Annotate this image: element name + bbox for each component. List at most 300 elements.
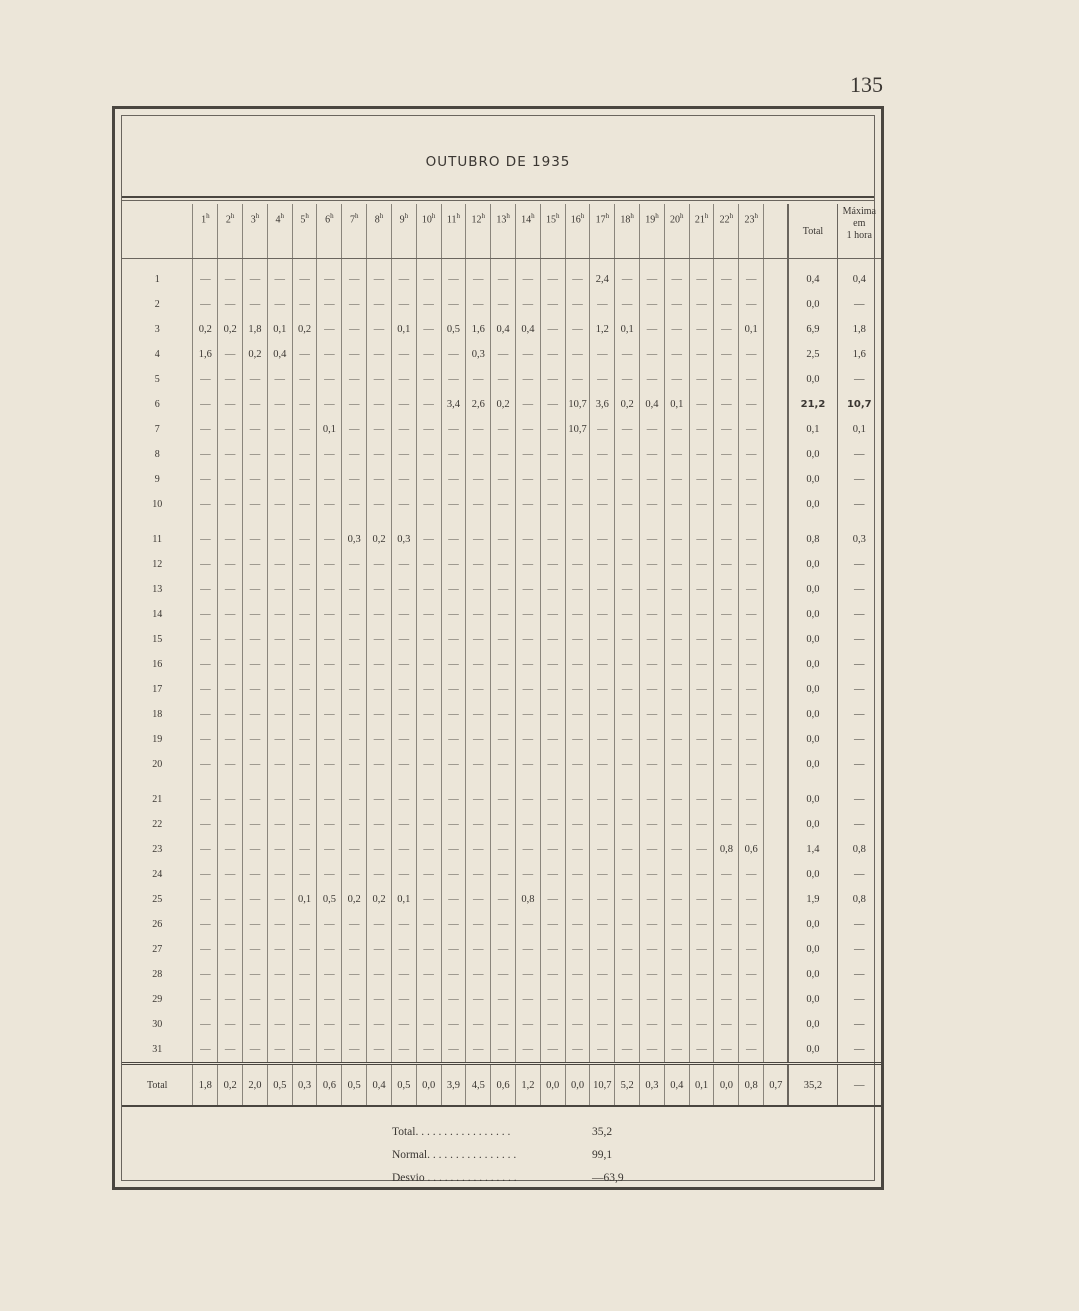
hour-cell: — xyxy=(391,392,416,417)
hour-cell: — xyxy=(243,367,268,392)
hour-cell: — xyxy=(739,527,764,552)
hour-cell: — xyxy=(292,937,317,962)
hour-cell: — xyxy=(565,467,590,492)
summary-label: Total. . . . . . . . . . . . . . . . . xyxy=(392,1126,511,1138)
hour-cell: — xyxy=(391,787,416,812)
hour-cell: — xyxy=(739,752,764,777)
hour-suffix: h xyxy=(354,212,359,220)
hour-cell: — xyxy=(515,702,540,727)
max-header-line: Máxima xyxy=(842,206,876,217)
hour-cell: — xyxy=(416,812,441,837)
hour-suffix: h xyxy=(630,212,634,220)
hour-cell: — xyxy=(243,812,268,837)
hour-cell: — xyxy=(267,727,292,752)
hour-cell: — xyxy=(292,292,317,317)
hour-cell: — xyxy=(267,527,292,552)
hour-cell: — xyxy=(515,937,540,962)
hour-cell: — xyxy=(193,987,218,1012)
hour-cell: — xyxy=(218,492,243,517)
rainfall-table xyxy=(122,204,881,1107)
hour-header-spacer xyxy=(764,204,789,259)
table-row xyxy=(122,442,881,467)
row-max-cell: — xyxy=(837,987,881,1012)
hour-cell: — xyxy=(615,1012,640,1037)
gap-cell xyxy=(122,777,193,787)
hour-cell: — xyxy=(640,317,665,342)
hour-cell: — xyxy=(317,787,342,812)
row-total-cell: 0,0 xyxy=(788,752,837,777)
table-row xyxy=(122,392,881,417)
table-row xyxy=(122,912,881,937)
day-cell: 21 xyxy=(152,794,163,805)
hour-cell: — xyxy=(193,552,218,577)
hour-cell: — xyxy=(342,467,367,492)
hour-cell: — xyxy=(515,987,540,1012)
hour-cell: — xyxy=(466,259,491,293)
hour-cell: — xyxy=(739,602,764,627)
hour-cell: — xyxy=(689,602,714,627)
hour-cell: — xyxy=(441,702,466,727)
hour-cell: — xyxy=(714,627,739,652)
hour-cell: — xyxy=(391,292,416,317)
row-max-cell: — xyxy=(837,962,881,987)
day-cell: 7 xyxy=(154,424,160,435)
row-max-cell: — xyxy=(837,812,881,837)
row-max-cell: — xyxy=(837,752,881,777)
hour-cell: — xyxy=(640,727,665,752)
row-max-cell: — xyxy=(837,292,881,317)
hour-cell: — xyxy=(193,1012,218,1037)
row-total-cell: 0,0 xyxy=(788,467,837,492)
hour-cell: — xyxy=(243,962,268,987)
hour-cell: — xyxy=(441,602,466,627)
row-total-cell: 0,0 xyxy=(788,627,837,652)
hour-cell: — xyxy=(292,492,317,517)
hour-cell: 1,6 xyxy=(466,317,491,342)
hour-cell: — xyxy=(317,342,342,367)
hour-cell: — xyxy=(664,602,689,627)
summary-value: —63,9 xyxy=(592,1172,624,1184)
hour-cell: — xyxy=(664,702,689,727)
gap-cell xyxy=(664,777,689,787)
hour-cell: — xyxy=(739,392,764,417)
hour-cell: — xyxy=(714,342,739,367)
hour-cell: 0,3 xyxy=(466,342,491,367)
hour-cell: — xyxy=(218,837,243,862)
hour-cell: — xyxy=(416,417,441,442)
row-total-cell: 0,0 xyxy=(788,912,837,937)
day-cell: 14 xyxy=(152,609,163,620)
hour-cell: — xyxy=(615,862,640,887)
hour-cell: — xyxy=(292,812,317,837)
hour-cell: — xyxy=(515,259,540,293)
hour-cell: — xyxy=(243,292,268,317)
hour-cell: — xyxy=(615,467,640,492)
hour-cell: — xyxy=(466,417,491,442)
hour-cell: — xyxy=(367,492,392,517)
hour-cell: — xyxy=(491,937,516,962)
hour-cell: — xyxy=(664,862,689,887)
hour-cell: — xyxy=(515,342,540,367)
max-header-line: 1 hora xyxy=(846,230,872,241)
gap-cell xyxy=(515,517,540,527)
hour-header: 3$^h$ xyxy=(243,204,268,259)
hour-cell: — xyxy=(689,467,714,492)
hour-cell: — xyxy=(590,862,615,887)
hour-cell: — xyxy=(193,752,218,777)
hour-cell: — xyxy=(342,727,367,752)
table-row xyxy=(122,937,881,962)
hour-cell: — xyxy=(367,912,392,937)
hour-cell: — xyxy=(689,292,714,317)
hour-cell: — xyxy=(193,1037,218,1064)
totals-hour-cell: 0,6 xyxy=(491,1064,516,1107)
hour-cell: — xyxy=(714,552,739,577)
hour-cell: — xyxy=(689,887,714,912)
hour-cell: — xyxy=(441,812,466,837)
hour-cell: — xyxy=(615,259,640,293)
hour-cell: — xyxy=(739,627,764,652)
hour-cell: — xyxy=(292,602,317,627)
hour-cell: — xyxy=(367,577,392,602)
hour-cell: 0,2 xyxy=(367,887,392,912)
hour-cell-empty xyxy=(764,1012,789,1037)
hour-cell: — xyxy=(367,987,392,1012)
row-max-cell: — xyxy=(837,627,881,652)
hour-cell: — xyxy=(689,1012,714,1037)
gap-cell xyxy=(342,517,367,527)
hour-cell: — xyxy=(292,467,317,492)
hour-cell: — xyxy=(342,602,367,627)
hour-cell: 1,8 xyxy=(243,317,268,342)
hour-cell: — xyxy=(317,442,342,467)
totals-hour-cell: 3,9 xyxy=(441,1064,466,1107)
hour-cell: — xyxy=(664,837,689,862)
hour-cell-empty xyxy=(764,442,789,467)
hour-suffix: h xyxy=(330,212,334,220)
hour-cell: — xyxy=(441,577,466,602)
hour-cell: — xyxy=(615,677,640,702)
hour-cell: — xyxy=(466,862,491,887)
hour-cell: — xyxy=(491,962,516,987)
hour-cell: — xyxy=(640,492,665,517)
title-rule xyxy=(122,200,874,201)
hour-suffix: h xyxy=(305,212,309,220)
hour-cell: — xyxy=(267,987,292,1012)
hour-cell: — xyxy=(515,442,540,467)
hour-cell: — xyxy=(391,652,416,677)
hour-cell: — xyxy=(565,1037,590,1064)
hour-cell: — xyxy=(664,292,689,317)
hour-cell: — xyxy=(540,727,565,752)
hour-cell: — xyxy=(640,602,665,627)
row-gap xyxy=(122,517,881,527)
totals-hour-cell: 0,8 xyxy=(739,1064,764,1107)
totals-label: Total xyxy=(122,1064,193,1107)
hour-cell: — xyxy=(739,787,764,812)
hour-cell: — xyxy=(491,987,516,1012)
hour-cell: — xyxy=(590,442,615,467)
hour-cell: — xyxy=(739,937,764,962)
hour-cell: — xyxy=(441,862,466,887)
hour-suffix: h xyxy=(456,212,461,220)
totals-hour-cell: 0,5 xyxy=(391,1064,416,1107)
table-row xyxy=(122,837,881,862)
hour-cell: — xyxy=(590,467,615,492)
hour-cell: — xyxy=(491,812,516,837)
hour-cell: — xyxy=(441,727,466,752)
hour-header: 8$^h$ xyxy=(367,204,392,259)
row-total-cell: 0,0 xyxy=(788,1012,837,1037)
hour-cell: — xyxy=(416,392,441,417)
hour-cell: — xyxy=(714,987,739,1012)
hour-cell: — xyxy=(640,937,665,962)
table-row xyxy=(122,862,881,887)
hour-cell: — xyxy=(218,1037,243,1064)
row-max-cell: 1,6 xyxy=(837,342,881,367)
hour-cell: 0,1 xyxy=(615,317,640,342)
hour-cell-empty xyxy=(764,962,789,987)
hour-cell: — xyxy=(267,292,292,317)
hour-cell: — xyxy=(267,417,292,442)
hour-cell: — xyxy=(243,417,268,442)
hour-cell: — xyxy=(491,787,516,812)
hour-header: 15$^h$ xyxy=(540,204,565,259)
hour-cell: — xyxy=(590,577,615,602)
hour-cell: — xyxy=(590,702,615,727)
hour-cell: — xyxy=(540,467,565,492)
row-max-cell: 1,8 xyxy=(837,317,881,342)
row-total-cell: 0,4 xyxy=(788,259,837,293)
day-cell: 28 xyxy=(152,969,163,980)
summary-row xyxy=(392,1149,692,1172)
totals-hour-cell: 1,2 xyxy=(515,1064,540,1107)
hour-cell: — xyxy=(515,602,540,627)
hour-cell: — xyxy=(416,652,441,677)
hour-cell: — xyxy=(441,342,466,367)
hour-cell: — xyxy=(416,627,441,652)
hour-cell: — xyxy=(615,602,640,627)
totals-hour-cell: 0,0 xyxy=(714,1064,739,1107)
hour-cell: — xyxy=(416,912,441,937)
hour-cell: — xyxy=(466,577,491,602)
hour-cell: — xyxy=(317,577,342,602)
hour-cell: — xyxy=(267,887,292,912)
hour-cell: — xyxy=(267,702,292,727)
hour-cell: — xyxy=(615,702,640,727)
hour-header: 4$^h$ xyxy=(267,204,292,259)
hour-cell: — xyxy=(367,787,392,812)
hour-cell: — xyxy=(491,527,516,552)
hour-cell: 0,1 xyxy=(391,887,416,912)
hour-cell: — xyxy=(391,627,416,652)
hour-cell: — xyxy=(193,292,218,317)
hour-cell: — xyxy=(441,652,466,677)
hour-suffix: h xyxy=(655,212,659,220)
hour-cell: — xyxy=(689,342,714,367)
hour-cell: 0,1 xyxy=(267,317,292,342)
hour-cell: — xyxy=(391,837,416,862)
hour-cell: — xyxy=(416,577,441,602)
row-max-cell: — xyxy=(837,552,881,577)
hour-cell-empty xyxy=(764,937,789,962)
hour-cell: — xyxy=(243,987,268,1012)
hour-cell: 0,1 xyxy=(292,887,317,912)
gap-cell xyxy=(764,517,789,527)
hour-cell: — xyxy=(714,727,739,752)
hour-cell: — xyxy=(193,627,218,652)
hour-cell: — xyxy=(540,417,565,442)
row-max-cell: 10,7 xyxy=(837,392,881,417)
hour-suffix: h xyxy=(230,212,235,220)
hour-cell: — xyxy=(317,962,342,987)
hour-cell: — xyxy=(193,527,218,552)
hour-cell: — xyxy=(267,367,292,392)
hour-cell: — xyxy=(317,317,342,342)
hour-cell: — xyxy=(640,752,665,777)
hour-cell: — xyxy=(615,937,640,962)
hour-cell: — xyxy=(689,577,714,602)
row-total-cell: 6,9 xyxy=(788,317,837,342)
hour-cell: — xyxy=(615,292,640,317)
hour-cell: 0,2 xyxy=(615,392,640,417)
hour-cell: — xyxy=(689,862,714,887)
hour-cell: — xyxy=(342,837,367,862)
day-cell: 11 xyxy=(152,534,163,545)
row-total-cell: 0,0 xyxy=(788,787,837,812)
hour-cell: — xyxy=(491,1012,516,1037)
hour-cell-empty xyxy=(764,787,789,812)
hour-cell: — xyxy=(267,259,292,293)
hour-cell: — xyxy=(441,527,466,552)
hour-cell: — xyxy=(367,752,392,777)
hour-cell: — xyxy=(243,602,268,627)
hour-cell: — xyxy=(367,367,392,392)
hour-cell: — xyxy=(391,467,416,492)
hour-cell: — xyxy=(466,912,491,937)
row-max-cell: 0,3 xyxy=(837,527,881,552)
hour-cell: — xyxy=(342,292,367,317)
hour-cell: — xyxy=(466,887,491,912)
hour-cell: — xyxy=(267,552,292,577)
hour-cell: — xyxy=(367,259,392,293)
hour-cell: — xyxy=(640,342,665,367)
hour-cell: — xyxy=(615,442,640,467)
hour-cell: — xyxy=(640,987,665,1012)
row-total-cell: 0,0 xyxy=(788,862,837,887)
hour-cell: — xyxy=(218,962,243,987)
hour-cell: — xyxy=(739,467,764,492)
gap-cell xyxy=(317,517,342,527)
hour-cell: — xyxy=(367,552,392,577)
hour-cell: — xyxy=(193,787,218,812)
hour-cell: — xyxy=(218,627,243,652)
hour-cell: — xyxy=(416,962,441,987)
hour-cell: — xyxy=(391,552,416,577)
hour-cell: — xyxy=(243,652,268,677)
hour-cell: — xyxy=(491,702,516,727)
hour-cell: — xyxy=(590,812,615,837)
hour-cell: — xyxy=(590,417,615,442)
hour-cell: — xyxy=(193,577,218,602)
gap-cell xyxy=(292,777,317,787)
hour-header: 1$^h$ xyxy=(193,204,218,259)
hour-cell: 0,1 xyxy=(739,317,764,342)
hour-cell: — xyxy=(565,367,590,392)
hour-cell: — xyxy=(515,862,540,887)
hour-cell: — xyxy=(218,577,243,602)
hour-cell: — xyxy=(243,467,268,492)
hour-cell: — xyxy=(640,292,665,317)
hour-cell-empty xyxy=(764,652,789,677)
hour-cell: — xyxy=(615,962,640,987)
hour-cell-empty xyxy=(764,1037,789,1064)
row-total-cell: 0,0 xyxy=(788,677,837,702)
hour-cell: — xyxy=(441,987,466,1012)
table-row xyxy=(122,752,881,777)
hour-cell: — xyxy=(391,702,416,727)
hour-cell: — xyxy=(590,652,615,677)
hour-cell: — xyxy=(739,812,764,837)
hour-cell: — xyxy=(193,677,218,702)
hour-suffix: h xyxy=(481,212,486,220)
table-row xyxy=(122,527,881,552)
summary-row xyxy=(392,1172,692,1195)
gap-cell xyxy=(739,777,764,787)
day-cell: 13 xyxy=(152,584,163,595)
hour-cell: 0,4 xyxy=(515,317,540,342)
hour-cell: — xyxy=(664,417,689,442)
hour-cell: — xyxy=(491,627,516,652)
row-max-cell: — xyxy=(837,467,881,492)
hour-cell: — xyxy=(391,912,416,937)
hour-cell: — xyxy=(466,627,491,652)
hour-cell: — xyxy=(491,367,516,392)
hour-cell: — xyxy=(714,752,739,777)
hour-cell: — xyxy=(515,1037,540,1064)
hour-cell: — xyxy=(416,727,441,752)
hour-cell: — xyxy=(640,627,665,652)
hour-suffix: h xyxy=(704,212,709,220)
row-total-cell: 0,0 xyxy=(788,577,837,602)
hour-cell: — xyxy=(466,937,491,962)
hour-cell: — xyxy=(416,467,441,492)
hour-cell-empty xyxy=(764,317,789,342)
hour-cell: — xyxy=(664,812,689,837)
hour-cell: — xyxy=(317,937,342,962)
hour-cell: — xyxy=(739,727,764,752)
hour-cell-empty xyxy=(764,259,789,293)
hour-cell: 0,8 xyxy=(515,887,540,912)
hour-cell: — xyxy=(491,292,516,317)
hour-cell: — xyxy=(640,527,665,552)
hour-cell: — xyxy=(640,259,665,293)
hour-cell: — xyxy=(367,1037,392,1064)
hour-cell: — xyxy=(491,442,516,467)
hour-cell: — xyxy=(267,652,292,677)
hour-cell: — xyxy=(491,837,516,862)
row-max-cell: 0,4 xyxy=(837,259,881,293)
hour-cell: — xyxy=(714,292,739,317)
hour-header: 12$^h$ xyxy=(466,204,491,259)
hour-cell: — xyxy=(243,442,268,467)
hour-cell: 0,2 xyxy=(218,317,243,342)
hour-cell: — xyxy=(367,1012,392,1037)
row-total-cell: 0,0 xyxy=(788,292,837,317)
hour-cell: — xyxy=(342,317,367,342)
hour-cell: — xyxy=(243,527,268,552)
table-row xyxy=(122,259,881,293)
